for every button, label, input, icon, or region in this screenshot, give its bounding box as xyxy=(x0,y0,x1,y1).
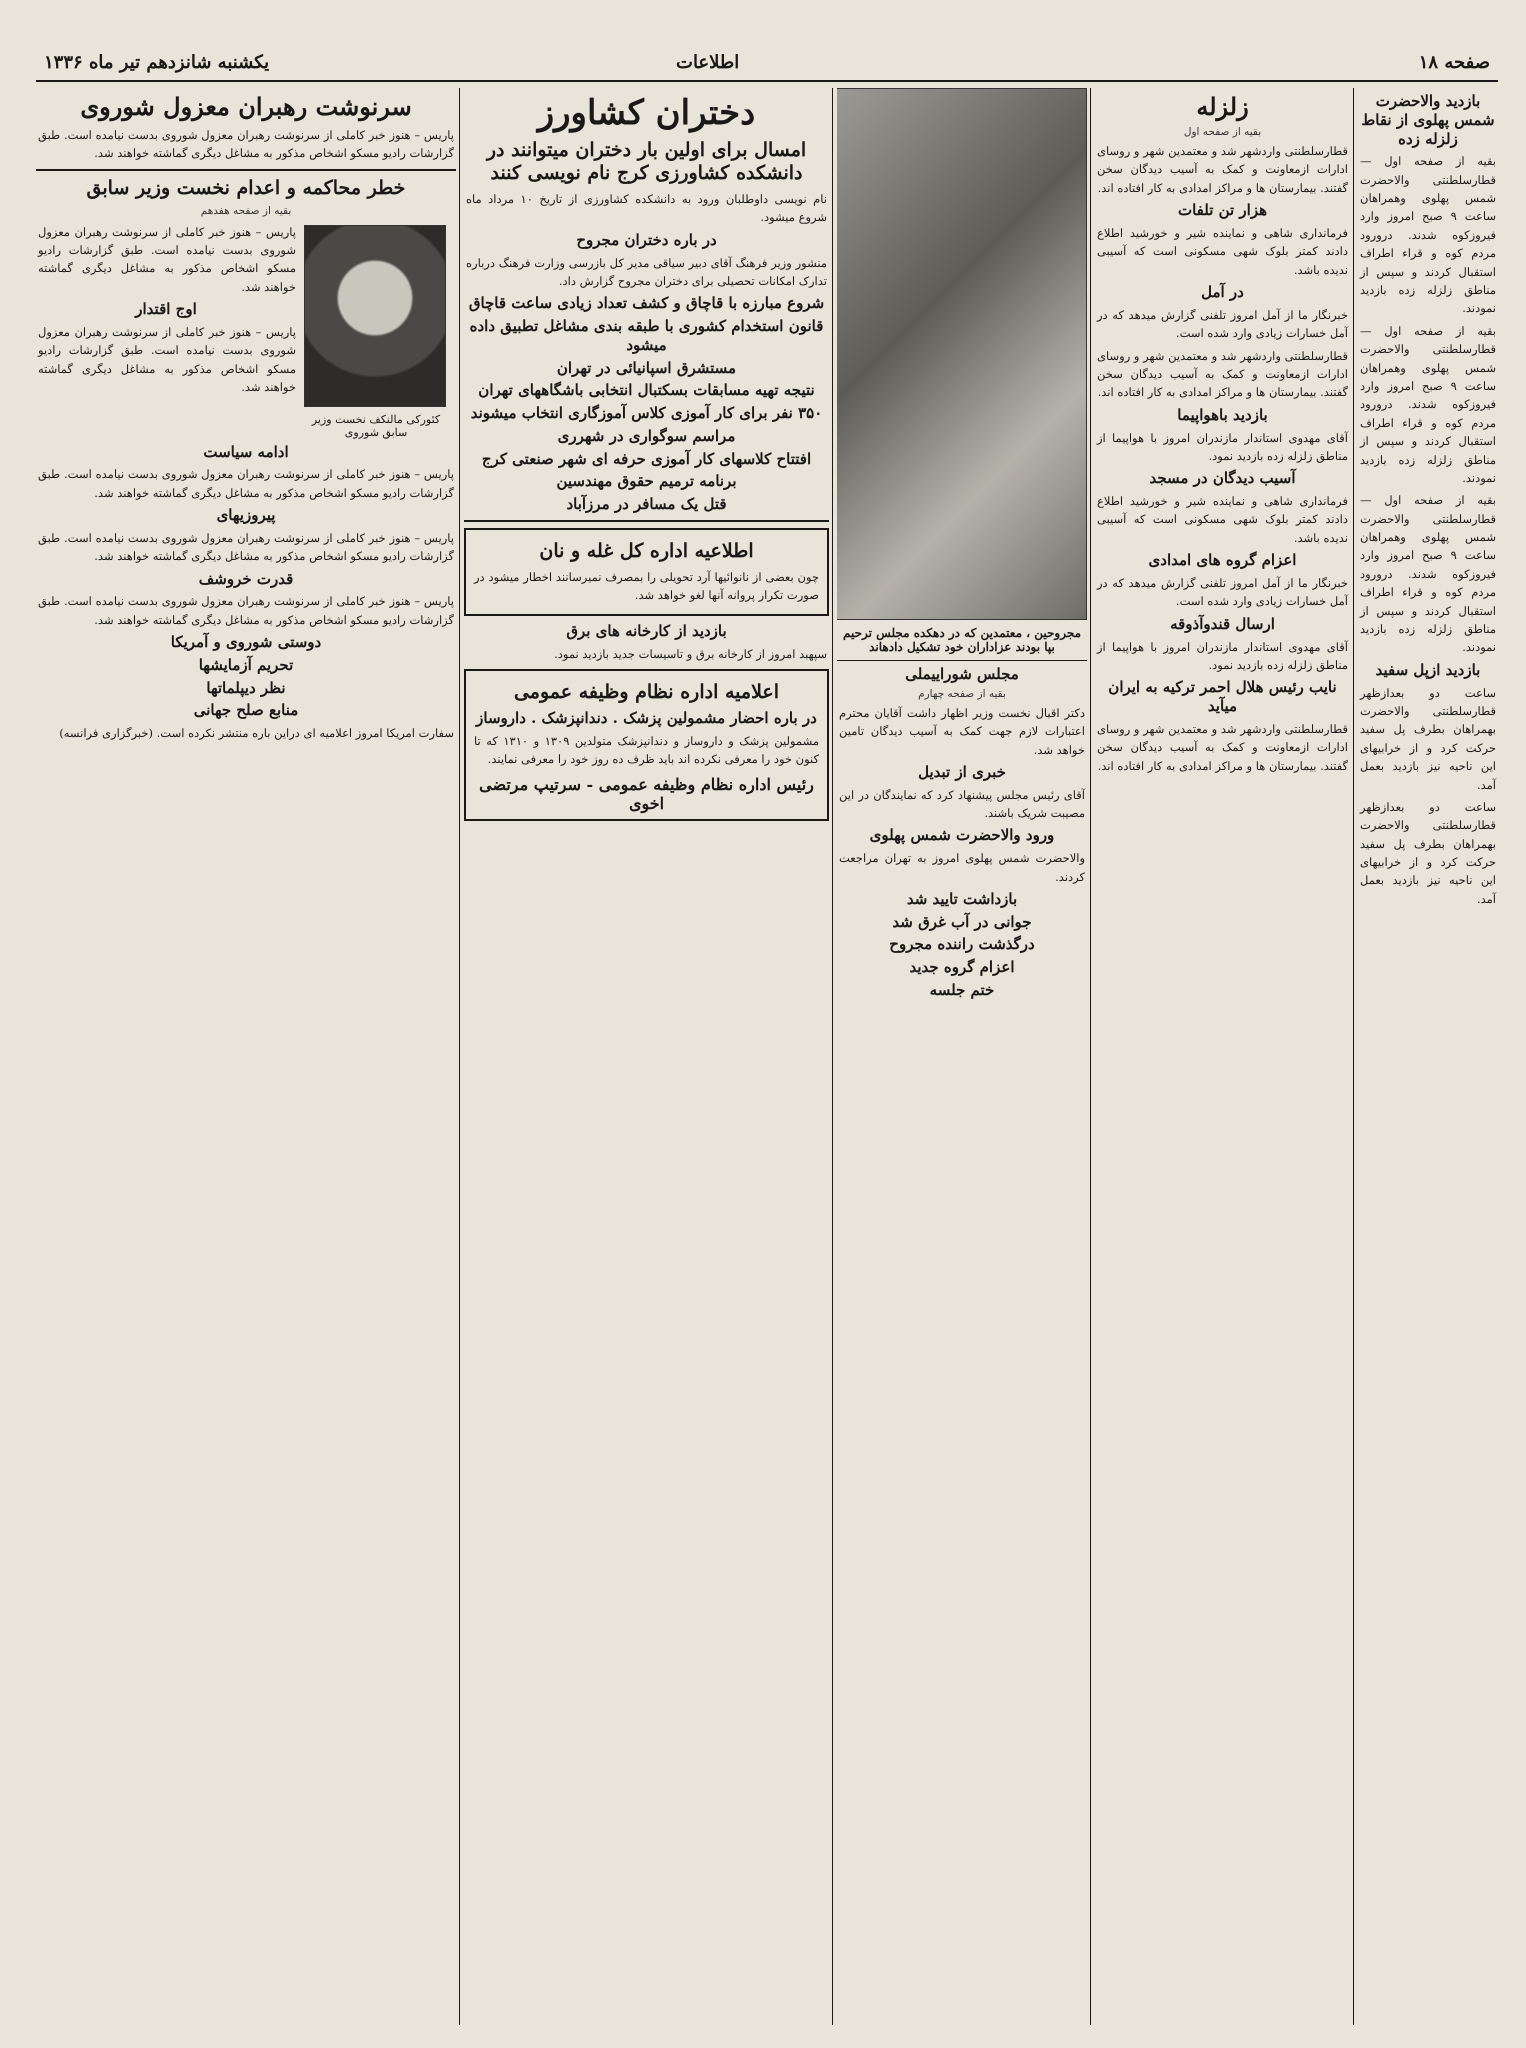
masthead xyxy=(36,40,1498,82)
column-1 xyxy=(1358,88,1498,2025)
announcement-box xyxy=(464,669,829,820)
article-subheading: بازدید از کارخانه های برق xyxy=(566,622,727,641)
article-body: والاحضرت شمس پهلوی امروز به تهران مراجعت کردند. xyxy=(839,851,1085,884)
announcement-title: اعلامیه اداره نظام وظیفه عمومی xyxy=(513,681,780,704)
article-subheading: جوانی در آب غرق شد xyxy=(892,912,1032,931)
article-subheading: مستشرق اسپانیائی در تهران xyxy=(556,358,737,377)
continuation-note: بقیه از صفحه هفدهم xyxy=(200,204,292,217)
column-3 xyxy=(837,88,1087,2025)
column-divider xyxy=(459,88,460,2025)
article-subtitle: امسال برای اولین بار دختران میتوانند در دانشکده کشاورزی کرج نام نویسی کنند xyxy=(486,138,807,185)
newspaper-page xyxy=(36,40,1498,2025)
article-headline: خطر محاکمه و اعدام نخست وزیر سابق xyxy=(86,176,406,199)
column-2 xyxy=(1095,88,1350,2025)
article-subheading: ۳۵۰ نفر برای کار آموزی کلاس آموزگاری انتخاب میشوند xyxy=(470,404,823,423)
article-body: آقای رئیس مجلس پیشنهاد کرد که نمایندگان در این مصیبت شریک باشند. xyxy=(839,787,1085,821)
article-subheading: منابع صلح جهانی xyxy=(193,701,299,720)
article-subheading: افتتاح کلاسهای کار آموزی حرفه ای شهر صنعتی کرج xyxy=(481,449,812,468)
article-body: قطارسلطنتی واردشهر شد و معتمدین شهر و روسای ادارات ازمعاونت و کمک به آسیب دیدگان سخن گفتند. بیمارستان ها و مراکز امدادی به کار افتاده اند. xyxy=(1097,348,1348,400)
article-subheading: هزار تن تلفات xyxy=(1177,201,1268,220)
announcement-title: اطلاعیه اداره کل غله و نان xyxy=(539,539,754,562)
article-subheading: ارسال قندوآذوقه xyxy=(1170,614,1275,633)
article-subheading: قتل یک مسافر در مرزآباد xyxy=(566,495,727,514)
portrait-block xyxy=(36,219,456,413)
article-headline: سرنوشت رهبران معزول شوروی xyxy=(80,92,412,121)
article-subheading: قانون استخدام کشوری با طبقه بندی مشاغل تطبیق داده میشود xyxy=(469,317,824,354)
article-body: قطارسلطنتی واردشهر شد و معتمدین شهر و روسای ادارات ازمعاونت و کمک به آسیب دیدگان سخن گفتند. بیمارستان ها و مراکز امدادی به کار افتاده اند. xyxy=(1097,144,1348,195)
article-body: فرمانداری شاهی و نماینده شیر و خورشید اطلاع دادند کمتر بلوک شهی مسکونی است که آسیبی ندیده باشد. xyxy=(1097,225,1348,277)
article-body: نام نویسی داوطلبان ورود به دانشکده کشاورزی از تاریخ ۱۰ مرداد ماه شروع میشود. xyxy=(466,192,827,225)
article-body: پاریس – هنوز خبر کاملی از سرنوشت رهبران معزول شوروی بدست نیامده است. طبق گزارشات رادیو مسکو اشخاص مذکور به مشاغل دیگری گماشته خواهند شد. xyxy=(38,128,454,161)
article-body: بقیه از صفحه اول — قطارسلطنتی والاحضرت شمس پهلوی وهمراهان ساعت ۹ صبح امروز وارد فیروزکوه شدند. درورود مردم کوه و قراء اطراف استقبال کردند و سپس از مناطق زلزله زده بازدید نمودند. xyxy=(1360,323,1496,485)
article-subheading: نتیجه تهیه مسابقات بسکتبال انتخابی باشگاههای تهران xyxy=(478,381,815,400)
article-body: آقای مهدوی استاندار مازندران امروز با هواپیما از مناطق زلزله زده بازدید نمود. xyxy=(1097,430,1348,463)
article-subheading: درگذشت راننده مجروح xyxy=(889,935,1035,954)
article-headline: بازدید والاحضرت شمس پهلوی از نقاط زلزله زده xyxy=(1361,92,1495,148)
article-subheading: خبری از تبدیل xyxy=(918,762,1006,781)
article-subheading: تحریم آزمایشها xyxy=(198,655,294,674)
article-subheading: بازدید باهواپیما xyxy=(1177,405,1268,424)
article-subheading: نظر دیپلماتها xyxy=(206,678,286,697)
article-subheading: اعزام گروه جدید xyxy=(909,958,1015,977)
article-subheading: ورود والاحضرت شمس پهلوی xyxy=(869,826,1055,845)
article-subheading: در آمل xyxy=(1201,283,1244,302)
article-subheading: ادامه سیاست xyxy=(203,442,289,461)
column-divider xyxy=(832,88,833,2025)
article-body: سپهبد امروز از کارخانه برق و تاسیسات جدید بازدید نمود. xyxy=(554,647,827,662)
announcement-box xyxy=(464,528,829,617)
article-subheading: برنامه ترمیم حقوق مهندسین xyxy=(556,472,737,491)
announcement-body: مشمولین پزشک و داروساز و دندانپزشک متولدین ۱۳۰۹ و ۱۳۱۰ که تا کنون خود را معرفی نکرده اند باید ظرف ده روز خود را معرفی نمایند. xyxy=(474,733,819,767)
article-subheading: در باره دختران مجروح xyxy=(576,230,717,249)
continuation-note: بقیه از صفحه چهارم xyxy=(918,687,1006,700)
announcement-subtitle: در باره احضار مشمولین پزشک . دندانپزشک . داروساز xyxy=(476,709,817,728)
article-headline: زلزله xyxy=(1196,92,1249,121)
article-subheading: ختم جلسه xyxy=(929,980,995,999)
photo-caption: مجروحین ، معتمدین که در دهکده مجلس ترحیم بپا بودند عزاداران خود تشکیل دادهاند xyxy=(842,626,1082,654)
article-subheading: مراسم سوگواری در شهرری xyxy=(557,426,736,445)
article-body: ساعت دو بعدازظهر قطارسلطنتی والاحضرت بهمراهان بطرف پل سفید حرکت کرد و از خرابیهای این ناحیه نیز بازدید بعمل آمد. xyxy=(1360,685,1496,792)
article-subheading: بازداشت تایید شد xyxy=(906,889,1018,908)
article-subheading: دوستی شوروی و آمریکا xyxy=(170,633,322,652)
article-body: فرمانداری شاهی و نماینده شیر و خورشید اطلاع دادند کمتر بلوک شهی مسکونی است که آسیبی ندیده باشد. xyxy=(1097,494,1348,545)
column-5 xyxy=(36,88,456,2025)
earthquake-photo xyxy=(837,88,1087,620)
article-subheading: اوج اقتدار xyxy=(135,300,197,319)
page-number: صفحه ۱۸ xyxy=(1418,52,1490,73)
article-subheading: قدرت خروشف xyxy=(198,569,294,588)
announcement-signature: رئیس اداره نظام وظیفه عمومی - سرتیپ مرتضی اخوی xyxy=(479,774,814,813)
column-4 xyxy=(464,88,829,2025)
article-subheading: نایب رئیس هلال احمر ترکیه به ایران میآید xyxy=(1108,678,1337,716)
continuation-note: بقیه از صفحه اول xyxy=(1183,126,1262,138)
article-body: سفارت امریکا امروز اعلامیه ای دراین باره منتشر نکرده است. (خبرگزاری فرانسه) xyxy=(59,726,454,741)
announcement-body: چون بعضی از نانوائیها آرد تحویلی را بمصرف نمیرسانند اخطار میشود در صورت تکرار پروانه آنها لغو خواهد شد. xyxy=(474,569,819,602)
article-body: پاریس – هنوز خبر کاملی از سرنوشت رهبران معزول شوروی بدست نیامده است. طبق گزارشات رادیو مسکو اشخاص مذکور به مشاغل دیگری گماشته خواهند شد. xyxy=(38,530,454,564)
article-body: دکتر اقبال نخست وزیر اظهار داشت آقایان محترم اعتبارات لازم جهت کمک به آسیب دیدگان تامین خواهد شد. xyxy=(839,705,1085,757)
article-subheading: آسیب دیدگان در مسجد xyxy=(1149,469,1296,488)
article-body: قطارسلطنتی واردشهر شد و معتمدین شهر و روسای ادارات ازمعاونت و کمک به آسیب دیدگان سخن گفتند. بیمارستان ها و مراکز امدادی به کار افتاده اند. xyxy=(1097,721,1348,773)
portrait-caption: کئورکی مالنکف نخست وزیر سابق شوروی xyxy=(311,412,441,439)
article-body: منشور وزیر فرهنگ آقای دبیر سیاقی مدیر کل بازرسی وزارت فرهنگ درباره تدارک امکانات تحصیلی برای دختران مجروح گزارش داد. xyxy=(466,255,827,288)
article-body: پاریس – هنوز خبر کاملی از سرنوشت رهبران معزول شوروی بدست نیامده است. طبق گزارشات رادیو مسکو اشخاص مذکور به مشاغل دیگری گماشته خواهند شد. xyxy=(38,467,454,500)
article-body: بقیه از صفحه اول — قطارسلطنتی والاحضرت شمس پهلوی وهمراهان ساعت ۹ صبح امروز وارد فیروزکوه شدند. درورود مردم کوه و قراء اطراف استقبال کردند و سپس از مناطق زلزله زده بازدید نمودند. xyxy=(1360,154,1496,316)
article-body: پاریس – هنوز خبر کاملی از سرنوشت رهبران معزول شوروی بدست نیامده است. طبق گزارشات رادیو مسکو اشخاص مذکور به مشاغل دیگری گماشته خواهند شد. xyxy=(38,224,296,294)
article-body: پاریس – هنوز خبر کاملی از سرنوشت رهبران معزول شوروی بدست نیامده است. طبق گزارشات رادیو مسکو اشخاص مذکور به مشاغل دیگری گماشته خواهند شد. xyxy=(38,594,454,627)
article-headline: دختران کشاورز xyxy=(537,93,756,133)
article-body: پاریس – هنوز خبر کاملی از سرنوشت رهبران معزول شوروی بدست نیامده است. طبق گزارشات رادیو مسکو اشخاص مذکور به مشاغل دیگری گماشته خواهند شد. xyxy=(38,324,296,395)
column-divider xyxy=(1353,88,1354,2025)
article-subheading: اعزام گروه های امدادی xyxy=(1148,551,1297,570)
article-subheading: پیروزیهای xyxy=(216,506,276,525)
column-divider xyxy=(1090,88,1091,2025)
article-body: خبرنگار ما از آمل امروز تلفنی گزارش میدهد که در آمل خسارات زیادی وارد شده است. xyxy=(1097,576,1348,609)
portrait-photo xyxy=(304,225,446,407)
newspaper-name: اطلاعات xyxy=(676,52,740,73)
article-subheading: بازدید ازپل سفید xyxy=(1375,660,1481,679)
issue-date: یکشنبه شانزدهم تیر ماه ۱۳۳۶ xyxy=(44,52,270,73)
article-body: خبرنگار ما از آمل امروز تلفنی گزارش میدهد که در آمل خسارات زیادی وارد شده است. xyxy=(1097,307,1348,341)
article-subheading: شروع مبارزه با قاچاق و کشف تعداد زیادی ساعت قاچاق xyxy=(468,294,825,313)
article-body: بقیه از صفحه اول — قطارسلطنتی والاحضرت شمس پهلوی وهمراهان ساعت ۹ صبح امروز وارد فیروزکوه شدند. درورود مردم کوه و قراء اطراف استقبال کردند و سپس از مناطق زلزله زده بازدید نمودند. xyxy=(1360,493,1496,655)
article-body: ساعت دو بعدازظهر قطارسلطنتی والاحضرت بهمراهان بطرف پل سفید حرکت کرد و از خرابیهای این ناحیه نیز بازدید بعمل آمد. xyxy=(1360,799,1496,906)
article-body: آقای مهدوی استاندار مازندران امروز با هواپیما از مناطق زلزله زده بازدید نمود. xyxy=(1097,639,1348,672)
article-subheading: مجلس شوراییملی xyxy=(905,665,1019,683)
